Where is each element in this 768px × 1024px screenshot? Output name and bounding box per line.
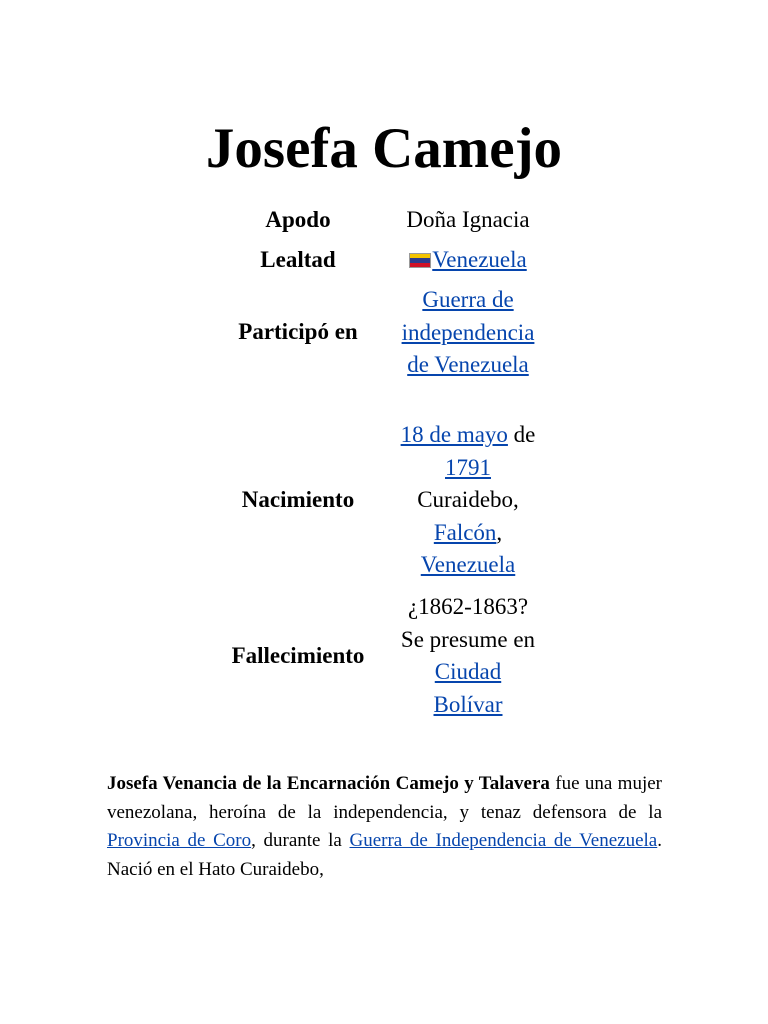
link-venezuela-nacimiento[interactable]: Venezuela (420, 552, 516, 577)
link-anio-nacimiento[interactable]: 1791 (445, 454, 491, 480)
infobox-label-participo: Participó en (238, 319, 358, 344)
intro-bold-name: Josefa Venancia de la Encarnación Camejo y Talavera (107, 773, 550, 794)
infobox-label-fallecimiento: Fallecimiento (231, 643, 365, 668)
link-falcon[interactable]: Falcón (433, 519, 497, 545)
venezuela-flag-icon (409, 253, 431, 268)
infobox-value-apodo: Doña Ignacia (406, 207, 530, 232)
infobox-value-nacimiento: 18 de mayo de 1791 Curaidebo, Falcón, Venezuela (400, 422, 536, 577)
page-title: Josefa Camejo (205, 117, 563, 180)
link-ciudad-bolivar[interactable]: Ciudad Bolívar (433, 659, 503, 717)
infobox-label-apodo: Apodo (265, 207, 331, 232)
infobox-value-lealtad (368, 244, 568, 277)
infobox-value-participo (368, 284, 568, 382)
link-venezuela-lealtad[interactable]: Venezuela (432, 247, 527, 272)
infobox-value-fallecimiento: ¿1862-1863? Se presume en Ciudad Bolívar (400, 594, 536, 717)
link-provincia-coro[interactable]: Provincia de Coro (107, 830, 252, 851)
link-guerra-independencia-venezuela[interactable]: Guerra de Independencia de Venezuela (349, 830, 658, 851)
link-fecha-nacimiento[interactable]: 18 de mayo (400, 422, 508, 447)
infobox-label-nacimiento: Nacimiento (241, 487, 355, 512)
infobox-label-lealtad: Lealtad (260, 247, 336, 272)
link-guerra-independencia[interactable]: Guerra de independencia de Venezuela (401, 287, 535, 377)
intro-paragraph: Josefa Venancia de la Encarnación Camejo y Talavera fue una mujer venezolana, heroína de la independencia, y tenaz defensora de la Provincia de Coro, durante la Guerra de Independencia de Venezuela. Nació en el Hato Curaidebo, (107, 773, 662, 880)
